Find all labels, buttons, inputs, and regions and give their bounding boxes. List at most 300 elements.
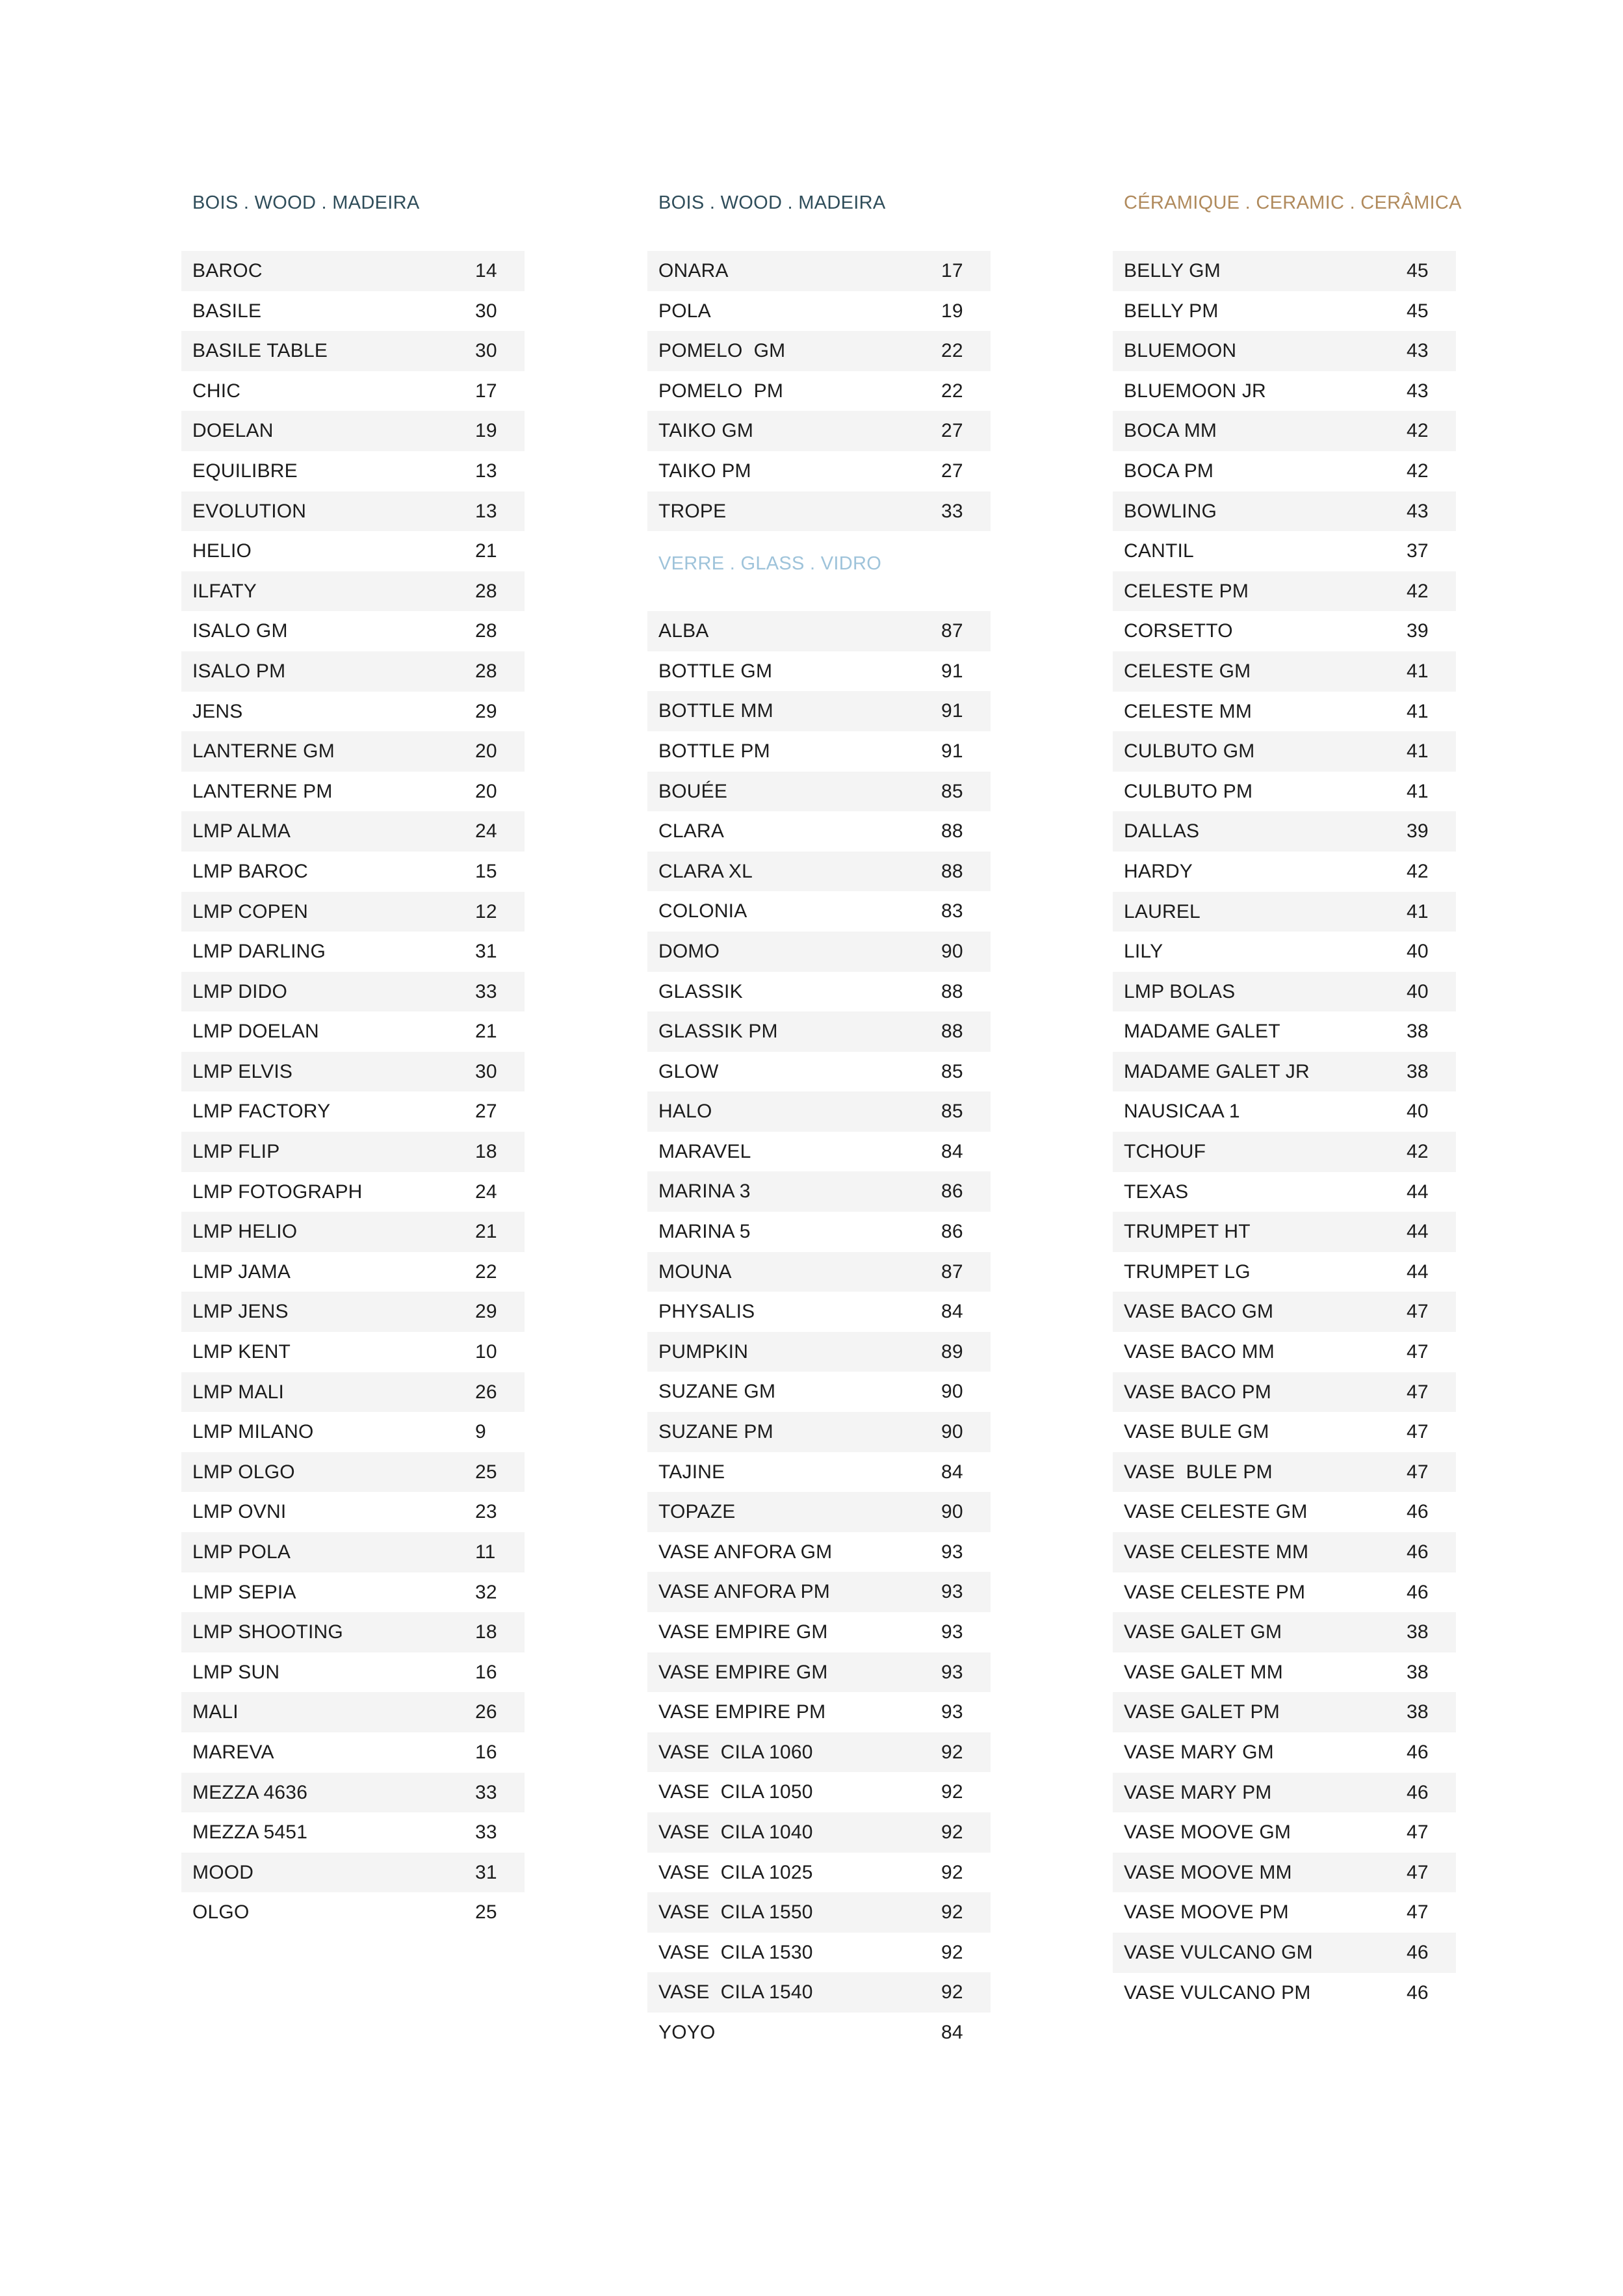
product-name: JENS (192, 700, 243, 722)
index-row (647, 731, 991, 772)
index-row (1113, 1612, 1456, 1652)
page-number: 28 (475, 660, 497, 682)
product-name: VASE MARY PM (1124, 1781, 1272, 1803)
page-number: 14 (475, 260, 497, 281)
product-name: CELESTE GM (1124, 660, 1251, 682)
index-row (647, 1252, 991, 1292)
page-number: 24 (475, 1181, 497, 1203)
page-number: 16 (475, 1661, 497, 1683)
index-row (1113, 811, 1456, 852)
page-number: 39 (1407, 820, 1429, 842)
product-name: DOELAN (192, 420, 274, 442)
index-row (1113, 1732, 1456, 1773)
page-number: 88 (941, 980, 963, 1002)
index-row (181, 1853, 525, 1893)
index-row (647, 291, 991, 332)
page-number: 41 (1407, 780, 1429, 802)
wood-list (181, 251, 525, 1933)
product-name: GLASSIK PM (658, 1021, 778, 1043)
page-number: 11 (475, 1541, 496, 1563)
product-name: LAUREL (1124, 900, 1201, 922)
product-name: LMP DARLING (192, 941, 326, 963)
product-name: HARDY (1124, 860, 1193, 882)
index-row (181, 1292, 525, 1332)
page-number: 25 (475, 1461, 497, 1483)
index-row (181, 972, 525, 1012)
product-name: CHIC (192, 380, 241, 402)
product-name: TEXAS (1124, 1181, 1189, 1203)
page-number: 88 (941, 820, 963, 842)
index-row (647, 1692, 991, 1732)
index-row (1113, 932, 1456, 972)
index-row (1113, 1052, 1456, 1092)
page-number: 88 (941, 1021, 963, 1043)
product-name: TAIKO PM (658, 460, 751, 482)
product-name: SUZANE GM (658, 1381, 776, 1403)
index-row (1113, 1933, 1456, 1973)
page-number: 26 (475, 1381, 497, 1403)
page-number: 47 (1407, 1381, 1429, 1403)
page-number: 42 (1407, 580, 1429, 602)
page-number: 23 (475, 1501, 497, 1523)
product-name: LMP BOLAS (1124, 980, 1236, 1002)
index-row (647, 1452, 991, 1493)
page-number: 46 (1407, 1941, 1429, 1963)
product-name: YOYO (658, 2021, 716, 2043)
index-row (1113, 451, 1456, 491)
product-name: BAROC (192, 260, 263, 281)
page-number: 40 (1407, 941, 1429, 963)
product-name: LMP MILANO (192, 1421, 314, 1443)
index-row (647, 1732, 991, 1773)
page-number: 44 (1407, 1221, 1429, 1243)
page-number: 92 (941, 1741, 963, 1763)
page-number: 29 (475, 1301, 497, 1323)
index-row (647, 1212, 991, 1252)
index-row (181, 411, 525, 451)
index-row (647, 811, 991, 852)
product-name: CELESTE PM (1124, 580, 1249, 602)
product-name: VASE BACO GM (1124, 1301, 1274, 1323)
index-row (1113, 371, 1456, 411)
product-name: EVOLUTION (192, 500, 307, 522)
index-row (1113, 772, 1456, 812)
page-number: 46 (1407, 1501, 1429, 1523)
index-row (1113, 1812, 1456, 1853)
index-row (181, 1572, 525, 1613)
product-name: TAJINE (658, 1461, 725, 1483)
product-name: PHYSALIS (658, 1301, 755, 1323)
product-name: COLONIA (658, 900, 747, 922)
product-name: BASILE (192, 300, 262, 322)
product-name: VASE CELESTE PM (1124, 1581, 1306, 1603)
page-number: 88 (941, 860, 963, 882)
product-name: VASE MOOVE PM (1124, 1901, 1289, 1924)
page-number: 26 (475, 1701, 497, 1723)
product-name: VASE MOOVE GM (1124, 1821, 1292, 1844)
page-number: 21 (475, 540, 497, 562)
page-number: 46 (1407, 1581, 1429, 1603)
index-row (1113, 1372, 1456, 1413)
page-number: 43 (1407, 500, 1429, 522)
page-number: 28 (475, 620, 497, 642)
product-name: LMP FLIP (192, 1141, 280, 1163)
page-number: 27 (941, 420, 963, 442)
product-name: TRUMPET LG (1124, 1260, 1251, 1283)
product-name: OLGO (192, 1901, 250, 1924)
page-number: 10 (475, 1341, 497, 1363)
index-row (1113, 251, 1456, 291)
page-number: 84 (941, 1301, 963, 1323)
page-number: 38 (1407, 1060, 1429, 1082)
product-name: VASE BULE GM (1124, 1421, 1269, 1443)
index-row (1113, 331, 1456, 371)
product-name: MEZZA 4636 (192, 1781, 308, 1803)
page-number: 9 (475, 1421, 486, 1443)
product-name: LMP JENS (192, 1301, 289, 1323)
page-number: 30 (475, 340, 497, 362)
product-name: TAIKO GM (658, 420, 754, 442)
index-row (647, 411, 991, 451)
index-row (181, 932, 525, 972)
index-row (1113, 972, 1456, 1012)
index-row (1113, 1412, 1456, 1452)
page-number: 27 (475, 1101, 497, 1123)
index-row (647, 1853, 991, 1893)
page-number: 28 (475, 580, 497, 602)
product-name: VASE CELESTE GM (1124, 1501, 1308, 1523)
index-column-1 (181, 0, 525, 1933)
index-row (181, 1052, 525, 1092)
index-row (647, 1171, 991, 1212)
page-number: 87 (941, 1260, 963, 1283)
index-row (181, 651, 525, 692)
product-name: GLASSIK (658, 980, 743, 1002)
product-name: VASE CILA 1530 (658, 1941, 813, 1963)
page-number: 47 (1407, 1901, 1429, 1924)
index-row (1113, 1132, 1456, 1172)
index-row (1113, 491, 1456, 532)
index-row (647, 1652, 991, 1693)
index-row (647, 1091, 991, 1132)
product-name: BOCA MM (1124, 420, 1217, 442)
page-number: 21 (475, 1021, 497, 1043)
product-name: LMP FACTORY (192, 1101, 331, 1123)
product-name: BASILE TABLE (192, 340, 328, 362)
index-column-2 (647, 0, 991, 2053)
page-number: 31 (475, 1861, 497, 1883)
page-number: 47 (1407, 1461, 1429, 1483)
page-number: 41 (1407, 900, 1429, 922)
index-row (1113, 1572, 1456, 1613)
product-name: BOTTLE MM (658, 700, 773, 722)
product-name: ILFATY (192, 580, 257, 602)
index-row (647, 1812, 991, 1853)
index-row (647, 1572, 991, 1612)
page-number: 13 (475, 500, 497, 522)
index-row (181, 1452, 525, 1493)
product-name: VASE MARY GM (1124, 1741, 1274, 1763)
page-number: 18 (475, 1141, 497, 1163)
product-name: LMP DOELAN (192, 1021, 319, 1043)
page-number: 46 (1407, 1741, 1429, 1763)
index-row (1113, 1452, 1456, 1493)
product-name: POLA (658, 300, 711, 322)
page-number: 87 (941, 620, 963, 642)
page-number: 47 (1407, 1301, 1429, 1323)
page-number: 92 (941, 1781, 963, 1803)
index-row (1113, 892, 1456, 932)
index-row (647, 1892, 991, 1933)
product-name: BOTTLE PM (658, 740, 770, 762)
product-name: TCHOUF (1124, 1141, 1206, 1163)
page-number: 91 (941, 660, 963, 682)
page-number: 38 (1407, 1621, 1429, 1643)
page-number: 33 (475, 1821, 497, 1844)
product-name: MEZZA 5451 (192, 1821, 308, 1844)
page-number: 83 (941, 900, 963, 922)
product-name: MALI (192, 1701, 239, 1723)
index-row (647, 1332, 991, 1372)
page-number: 41 (1407, 740, 1429, 763)
product-name: MARINA 5 (658, 1221, 751, 1243)
section-heading-wood: BOIS . WOOD . MADEIRA (192, 192, 420, 213)
page-number: 30 (475, 300, 497, 322)
index-row (647, 611, 991, 651)
product-name: VASE EMPIRE GM (658, 1621, 828, 1643)
page-number: 92 (941, 1901, 963, 1924)
product-name: VASE GALET PM (1124, 1701, 1280, 1723)
index-row (181, 571, 525, 612)
product-name: VASE EMPIRE PM (658, 1701, 826, 1723)
product-name: ALBA (658, 620, 709, 642)
index-row (647, 1132, 991, 1172)
index-row (647, 891, 991, 932)
product-name: HELIO (192, 540, 252, 562)
index-row (181, 251, 525, 291)
index-row (1113, 411, 1456, 451)
index-row (181, 1732, 525, 1773)
product-name: DALLAS (1124, 820, 1200, 842)
page-number: 22 (941, 380, 963, 402)
product-name: BLUEMOON (1124, 340, 1237, 362)
index-row (1113, 571, 1456, 612)
page-number: 90 (941, 940, 963, 962)
page-number: 45 (1407, 300, 1429, 322)
page-number: 43 (1407, 380, 1429, 402)
section-heading-wood-continued: BOIS . WOOD . MADEIRA (658, 192, 886, 213)
product-name: VASE ANFORA GM (658, 1541, 833, 1563)
page-number: 46 (1407, 1541, 1429, 1563)
product-name: CANTIL (1124, 540, 1194, 562)
index-row (1113, 1853, 1456, 1893)
index-row (181, 1332, 525, 1372)
index-row (1113, 1212, 1456, 1252)
page-number: 47 (1407, 1421, 1429, 1443)
page-number: 92 (941, 1981, 963, 2003)
section-heading-ceramic: CÉRAMIQUE . CERAMIC . CERÂMICA (1124, 192, 1462, 213)
product-name: CLARA (658, 820, 725, 842)
product-name: MOOD (192, 1861, 254, 1883)
index-row (181, 1412, 525, 1452)
product-name: LMP POLA (192, 1541, 291, 1563)
index-row (647, 772, 991, 812)
index-row (181, 1773, 525, 1813)
index-row (181, 1172, 525, 1212)
page-number: 90 (941, 1421, 963, 1443)
index-row (1113, 1252, 1456, 1292)
page-number: 86 (941, 1221, 963, 1243)
product-name: VASE CILA 1025 (658, 1861, 813, 1883)
page-number: 86 (941, 1181, 963, 1203)
product-name: VASE GALET GM (1124, 1621, 1282, 1643)
page-number: 90 (941, 1501, 963, 1523)
product-name: LMP DIDO (192, 980, 288, 1002)
index-row (1113, 852, 1456, 892)
product-name: MADAME GALET (1124, 1021, 1280, 1043)
product-name: LMP KENT (192, 1341, 291, 1363)
index-row (647, 491, 991, 532)
index-row (1113, 291, 1456, 332)
index-row (647, 1532, 991, 1572)
index-row (647, 852, 991, 892)
page-number: 38 (1407, 1661, 1429, 1683)
product-name: HALO (658, 1101, 712, 1123)
index-row (181, 811, 525, 852)
index-row (647, 932, 991, 972)
page-number: 44 (1407, 1181, 1429, 1203)
index-row (1113, 1091, 1456, 1132)
index-row (181, 692, 525, 732)
page-number: 41 (1407, 660, 1429, 682)
page-number: 42 (1407, 1141, 1429, 1163)
index-row (181, 1372, 525, 1413)
index-row (647, 1372, 991, 1412)
index-row (647, 2013, 991, 2053)
page-number: 25 (475, 1901, 497, 1924)
page-number: 24 (475, 820, 497, 842)
product-name: POMELO GM (658, 340, 786, 362)
page-number: 89 (941, 1340, 963, 1363)
page-number: 31 (475, 941, 497, 963)
index-row (647, 1933, 991, 1973)
page-number: 17 (475, 380, 497, 402)
page-number: 16 (475, 1741, 497, 1763)
page-number: 42 (1407, 460, 1429, 482)
product-name: ISALO PM (192, 660, 286, 682)
product-name: LMP OLGO (192, 1461, 295, 1483)
index-row (647, 371, 991, 411)
index-row (181, 1532, 525, 1572)
wood-list-continued (647, 251, 991, 531)
index-row (647, 1772, 991, 1812)
product-name: BOCA PM (1124, 460, 1214, 482)
index-row (181, 451, 525, 491)
page-number: 40 (1407, 980, 1429, 1002)
index-row (1113, 1532, 1456, 1572)
index-row (647, 972, 991, 1012)
product-name: LMP ELVIS (192, 1060, 293, 1082)
product-name: LMP JAMA (192, 1260, 291, 1283)
product-name: LMP COPEN (192, 900, 308, 922)
page-number: 13 (475, 460, 497, 482)
index-column-3 (1113, 0, 1462, 2013)
index-row (647, 1292, 991, 1332)
index-row (181, 1492, 525, 1532)
product-name: VASE CELESTE MM (1124, 1541, 1309, 1563)
page-number: 40 (1407, 1101, 1429, 1123)
page-number: 47 (1407, 1821, 1429, 1844)
product-name: VASE BULE PM (1124, 1461, 1273, 1483)
product-name: CELESTE MM (1124, 700, 1253, 722)
product-name: VASE CILA 1050 (658, 1781, 813, 1803)
index-row (1113, 1332, 1456, 1372)
page-number: 93 (941, 1661, 963, 1683)
page-number: 19 (475, 420, 497, 442)
index-row (647, 1612, 991, 1652)
index-row (647, 451, 991, 491)
page-number: 85 (941, 1101, 963, 1123)
index-row (647, 651, 991, 692)
index-row (181, 892, 525, 932)
index-row (647, 1052, 991, 1092)
page-number: 37 (1407, 540, 1429, 562)
page-number: 93 (941, 1581, 963, 1603)
index-row (181, 772, 525, 812)
product-name: BOWLING (1124, 500, 1217, 522)
index-row (1113, 611, 1456, 651)
page-number: 33 (475, 980, 497, 1002)
page-number: 15 (475, 860, 497, 882)
index-row (181, 491, 525, 532)
page-number: 43 (1407, 340, 1429, 362)
page-number: 92 (941, 1861, 963, 1883)
page-number: 42 (1407, 860, 1429, 882)
index-row (1113, 1692, 1456, 1732)
index-row (1113, 1011, 1456, 1052)
product-name: LMP MALI (192, 1381, 285, 1403)
page-number: 21 (475, 1221, 497, 1243)
page-number: 90 (941, 1381, 963, 1403)
product-name: NAUSICAA 1 (1124, 1101, 1240, 1123)
index-row (1113, 1892, 1456, 1933)
product-name: EQUILIBRE (192, 460, 298, 482)
index-row (181, 1692, 525, 1732)
index-row (647, 1011, 991, 1052)
index-row (181, 731, 525, 772)
product-name: ISALO GM (192, 620, 288, 642)
product-name: LANTERNE GM (192, 740, 335, 763)
page-number: 20 (475, 780, 497, 802)
page-number: 18 (475, 1621, 497, 1643)
product-name: MADAME GALET JR (1124, 1060, 1310, 1082)
index-row (647, 331, 991, 371)
product-name: CLARA XL (658, 860, 753, 882)
product-name: LMP SUN (192, 1661, 280, 1683)
page-number: 91 (941, 740, 963, 762)
product-name: VASE VULCANO GM (1124, 1941, 1313, 1963)
product-name: SUZANE PM (658, 1421, 773, 1443)
product-name: TOPAZE (658, 1501, 736, 1523)
index-row (181, 1212, 525, 1252)
page-number: 30 (475, 1060, 497, 1082)
page-number: 20 (475, 740, 497, 763)
page-number: 29 (475, 700, 497, 722)
index-row (181, 371, 525, 411)
page-number: 92 (941, 1941, 963, 1963)
product-name: CORSETTO (1124, 620, 1233, 642)
product-name: LMP SEPIA (192, 1581, 296, 1603)
